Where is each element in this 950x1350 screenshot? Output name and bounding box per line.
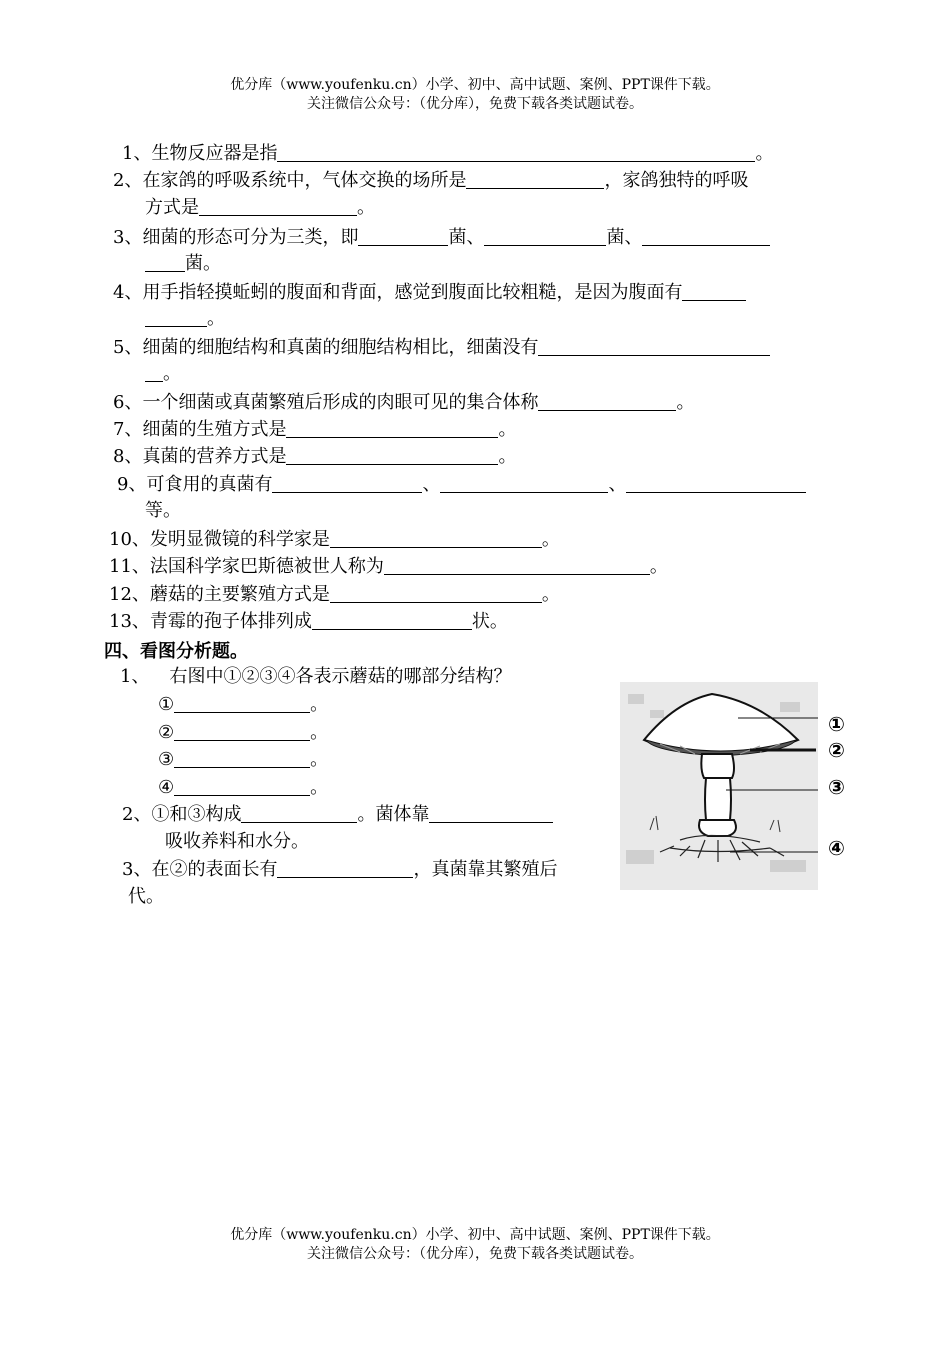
s4-blank-1: ① 。 bbox=[158, 694, 329, 715]
question-3-cont: 菌。 bbox=[145, 251, 221, 277]
figure-label-3: ③ bbox=[828, 775, 845, 799]
question-2: 2、在家鸽的呼吸系统中，气体交换的场所是 ，家鸽独特的呼吸 bbox=[113, 170, 749, 191]
s4-question-2-cont: 吸收养料和水分。 bbox=[165, 831, 309, 852]
question-8: 8、真菌的营养方式是 。 bbox=[113, 446, 517, 467]
s4-question-3: 3、在②的表面长有 ，真菌靠其繁殖后 bbox=[122, 859, 558, 880]
question-12: 12、蘑菇的主要繁殖方式是 。 bbox=[109, 584, 560, 605]
question-5-cont: 。 bbox=[145, 361, 181, 387]
footer-line-2: 关注微信公众号：（优分库），免费下载各类试题试卷。 bbox=[307, 1246, 643, 1262]
header-line-2: 关注微信公众号：（优分库），免费下载各类试题试卷。 bbox=[307, 96, 643, 112]
question-6: 6、一个细菌或真菌繁殖后形成的肉眼可见的集合体称 。 bbox=[113, 392, 695, 413]
s4-blank-3: ③ 。 bbox=[158, 749, 329, 770]
s4-question-3-cont: 代。 bbox=[128, 886, 164, 907]
question-2-cont: 方式是 。 bbox=[145, 197, 375, 218]
question-13: 13、青霉的孢子体排列成 状。 bbox=[109, 611, 508, 632]
question-11: 11、法国科学家巴斯德被世人称为 。 bbox=[109, 556, 668, 577]
question-10: 10、发明显微镜的科学家是 。 bbox=[109, 529, 560, 550]
figure-label-4: ④ bbox=[828, 836, 845, 860]
footer-line-1: 优分库（www.youfenku.cn）小学、初中、高中试题、案例、PPT课件下载。 bbox=[230, 1227, 720, 1243]
question-5: 5、细菌的细胞结构和真菌的细胞结构相比，细菌没有 bbox=[113, 335, 770, 361]
question-4: 4、用手指轻摸蚯蚓的腹面和背面，感觉到腹面比较粗糙，是因为腹面有 bbox=[113, 280, 746, 306]
question-9-cont: 等。 bbox=[145, 500, 181, 521]
question-3: 3、细菌的形态可分为三类，即 菌、 菌、 bbox=[113, 225, 770, 251]
section-4-title: 四、看图分析题。 bbox=[104, 641, 248, 662]
figure-label-1: ① bbox=[828, 712, 845, 736]
question-7: 7、细菌的生殖方式是 。 bbox=[113, 419, 517, 440]
s4-question-1: 1、 右图中①②③④各表示蘑菇的哪部分结构？ bbox=[120, 666, 512, 687]
header-line-1: 优分库（www.youfenku.cn）小学、初中、高中试题、案例、PPT课件下载。 bbox=[230, 77, 720, 93]
s4-blank-2: ② 。 bbox=[158, 722, 329, 743]
s4-blank-4: ④ 。 bbox=[158, 777, 329, 798]
question-4-cont: 。 bbox=[145, 306, 225, 332]
figure-label-2: ② bbox=[828, 738, 845, 762]
mushroom-figure bbox=[620, 680, 860, 895]
question-1: 1、生物反应器是指 。 bbox=[122, 143, 774, 164]
question-9: 9、可食用的真菌有 、 、 bbox=[117, 472, 806, 498]
s4-question-2: 2、①和③构成 。菌体靠 bbox=[122, 802, 553, 828]
